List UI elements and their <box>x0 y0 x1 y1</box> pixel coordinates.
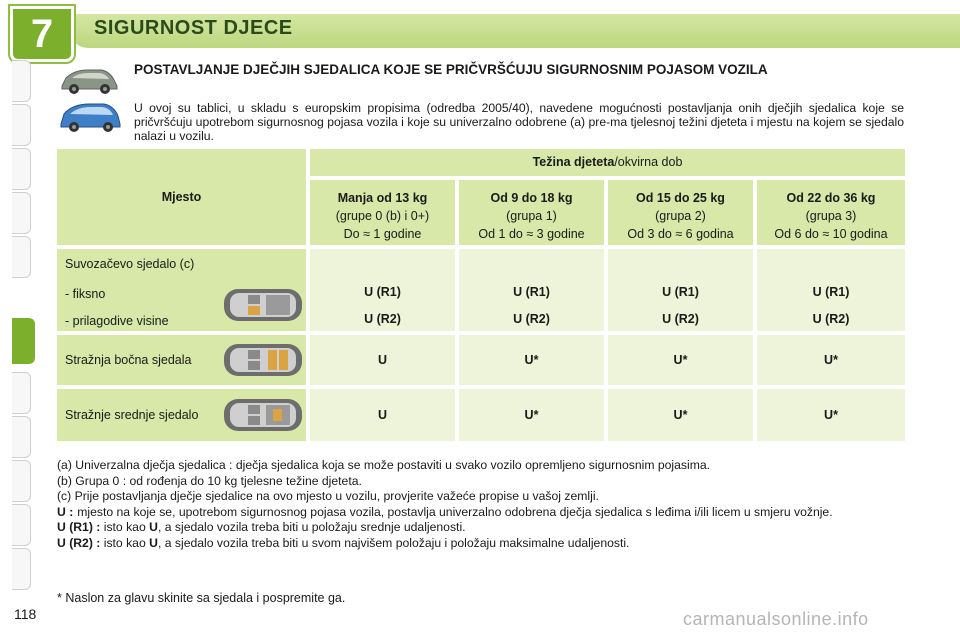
row-label: Stražnje srednje sjedalo <box>65 408 199 422</box>
cell-value: U (R1) <box>662 285 699 299</box>
cell-value: U (R1) <box>513 285 550 299</box>
note-r1 <box>57 520 905 536</box>
group-age: Od 1 do ≈ 3 godine <box>478 227 585 241</box>
note-key: U (R2) : <box>57 535 101 550</box>
group-age: Od 3 do ≈ 6 godina <box>627 227 734 241</box>
note-text: isto kao <box>103 535 146 550</box>
chapter-side-tabs <box>12 60 34 580</box>
group-header <box>608 180 753 245</box>
group-header <box>757 180 905 245</box>
note-key: U <box>149 535 158 550</box>
note-text: isto kao <box>103 520 146 534</box>
side-tab[interactable] <box>12 60 31 102</box>
car-blue-icon <box>58 100 124 134</box>
group-label: (grupa 2) <box>655 209 706 223</box>
cell-value: U (R1) <box>812 285 850 299</box>
car-top-view-front-seat-icon <box>222 285 304 325</box>
side-tab[interactable] <box>12 192 31 234</box>
group-age: Od 6 do ≈ 10 godina <box>774 227 888 241</box>
group-header <box>459 180 604 245</box>
cell-value: U (R1) <box>364 285 401 299</box>
side-tab[interactable] <box>12 416 31 458</box>
section-intro: U ovoj su tablici, u skladu s europskim propisima (odredba 2005/40), navedene mogućnosti postavljanja onih dječjih sjedalica koje se pričvršćuju upotrebom sigurnosnog pojasa vozila i koje su univerzalno odobrene (a) pre-ma tjelesnoj težini djeteta i mjestu na kojem se sjedalo nalazi u vozilu. <box>134 101 904 143</box>
cell-value: U <box>310 389 455 441</box>
side-tab[interactable] <box>12 460 31 502</box>
car-grey-icon <box>58 64 120 96</box>
note-key: U (R1) : <box>57 520 101 534</box>
cell-value: U (R2) <box>812 312 850 326</box>
cell-value: U (R2) <box>662 312 699 326</box>
place-header: Mjesto <box>57 149 306 245</box>
note-key: U : <box>57 504 74 519</box>
row-sublabel-adjustable: - prilagodive visine <box>65 314 169 328</box>
note-text: , a sjedalo vozila treba biti u položaju srednje udaljenosti. <box>157 520 466 534</box>
cell-value: U* <box>459 389 604 441</box>
chapter-number-badge: 7 <box>10 6 74 62</box>
chapter-title: SIGURNOST DJECE <box>94 17 293 39</box>
group-label: (grupa 1) <box>506 209 557 223</box>
side-tab[interactable] <box>12 148 31 190</box>
footnote: * Naslon za glavu skinite sa sjedala i pospremite ga. <box>57 591 346 605</box>
note-b: (b) Grupa 0 : od rođenja do 10 kg tjelesne težine djeteta. <box>57 473 362 488</box>
group-title: Od 9 do 18 kg <box>490 191 573 205</box>
car-top-view-rear-side-seat-icon <box>222 340 304 380</box>
note-text: , a sjedalo vozila treba biti u svom najvišem položaju i položaju maksimalne udaljenosti. <box>157 535 630 550</box>
watermark: carmanualsonline.info <box>683 609 869 629</box>
side-tab[interactable] <box>12 104 31 146</box>
row-label: Stražnja bočna sjedala <box>65 353 192 367</box>
section-title: POSTAVLJANJE DJEČJIH SJEDALICA KOJE SE PRIČVRŠĆUJU SIGURNOSNIM POJASOM VOZILA <box>134 62 768 77</box>
group-title: Manja od 13 kg <box>337 191 428 205</box>
cell-value: U (R2) <box>364 312 401 326</box>
cell-value: U (R2) <box>513 312 550 326</box>
cell-value: U <box>310 335 455 385</box>
group-title: Od 15 do 25 kg <box>636 191 725 205</box>
side-tab[interactable] <box>12 372 31 414</box>
group-label: (grupa 3) <box>805 209 857 223</box>
note-text: mjesto na koje se, upotrebom sigurnosnog pojasa vozila, postavlja univerzalno odobrena dječja sjedalica s leđima i/ili licem u smjeru vožnje. <box>77 504 833 519</box>
row-sublabel-fixed: - fiksno <box>65 287 106 301</box>
table-cell <box>310 249 455 331</box>
side-tab[interactable] <box>12 504 31 546</box>
notes-block <box>57 458 905 551</box>
weight-header-rest: /okvirna dob <box>614 155 683 169</box>
cell-value: U* <box>608 389 753 441</box>
note-c: (c) Prije postavljanja dječje sjedalice na ovo mjesto u vozilu, provjerite važeće propise u vašoj zemlji. <box>57 489 599 503</box>
cell-value: U* <box>459 335 604 385</box>
row-label: Suvozačevo sjedalo (c) <box>65 257 195 271</box>
note-a: (a) Univerzalna dječja sjedalica : dječja sjedalica koja se može postaviti u svako vozilo opremljeno sigurnosnim pojasima. <box>57 458 711 472</box>
group-header <box>310 180 455 245</box>
side-tab[interactable] <box>12 548 31 590</box>
cell-value: U* <box>757 389 905 441</box>
group-title: Od 22 do 36 kg <box>786 191 876 205</box>
note-u <box>57 505 905 521</box>
cell-value: U* <box>757 335 905 385</box>
side-tab[interactable] <box>12 236 31 278</box>
group-age: Do ≈ 1 godine <box>343 227 422 241</box>
table-cell <box>757 249 905 331</box>
group-label: (grupe 0 (b) i 0+) <box>335 209 430 223</box>
car-top-view-rear-middle-seat-icon <box>222 395 304 435</box>
note-key: U <box>149 520 158 534</box>
side-tab-active[interactable] <box>12 318 35 364</box>
weight-header <box>310 149 905 176</box>
note-r2 <box>57 536 905 552</box>
table-cell <box>459 249 604 331</box>
cell-value: U* <box>608 335 753 385</box>
page-number: 118 <box>14 606 37 622</box>
weight-header-bold: Težina djeteta <box>532 155 615 169</box>
table-cell <box>608 249 753 331</box>
